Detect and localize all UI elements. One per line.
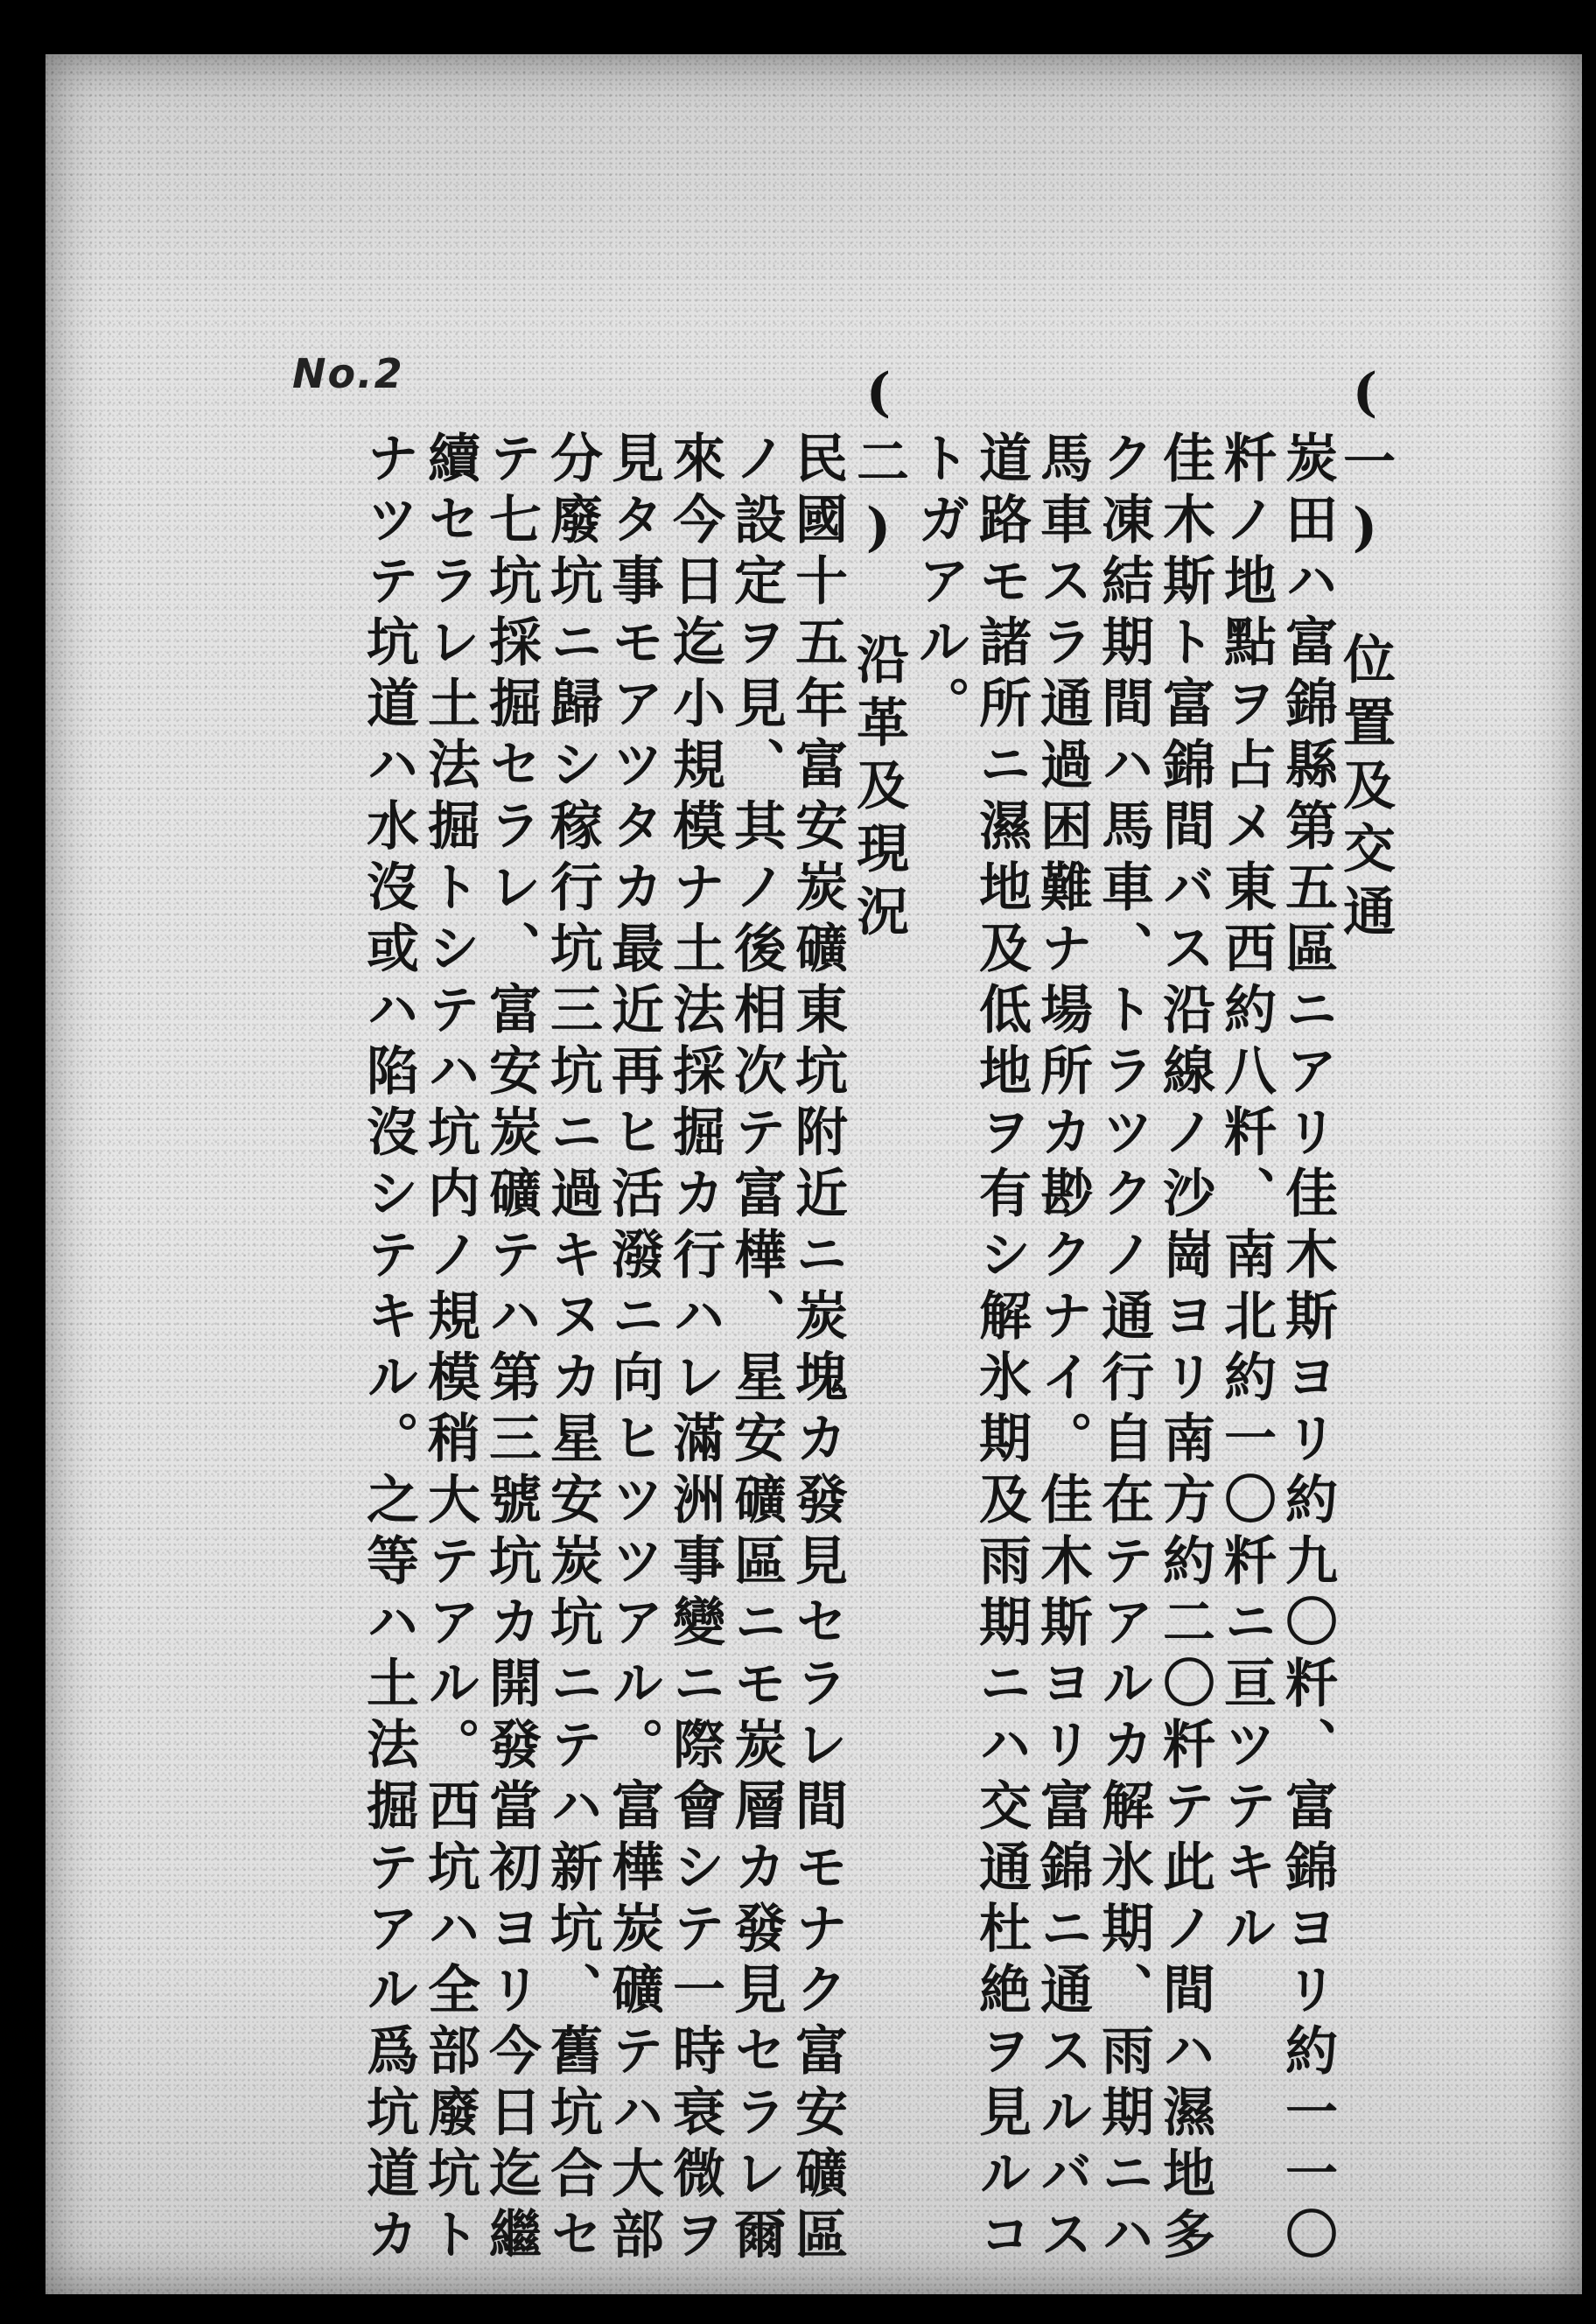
text-column: ノ設定ヲ見、其ノ後相次テ富樺、星安礦區ニモ炭層カ發見セラレ爾 (725, 430, 787, 2268)
text-column: 見タ事モアツタカ最近再ヒ活潑ニ向ヒツツアル。富樺炭礦テハ大部 (603, 430, 664, 2268)
text-column: テ七坑採掘セラレ、富安炭礦テハ第三號坑カ開發當初ヨリ今日迄繼 (480, 430, 542, 2268)
text-column: ナツテ坑道ハ水沒或ハ陷沒シテキル。之等ハ土法掘テアル爲坑道カ (358, 430, 419, 2268)
text-column: 佳木斯ト富錦間バス沿線ノ沙崗ヨリ南方約二〇粁テ此ノ間ハ濕地多 (1154, 430, 1215, 2268)
text-column: トガアル。 (909, 430, 970, 737)
text-column: 馬車スラ通過困難ナ場所カ尠クナイ。佳木斯ヨリ富錦ニ通スルバス (1032, 430, 1093, 2268)
section-heading-history: (二) 沿革及現況 (848, 362, 909, 947)
paper-sheet (46, 54, 1582, 2294)
text-column: 民國十五年富安炭礦東坑附近ニ炭塊カ發見セラレ間モナク富安礦區 (787, 430, 848, 2268)
section-heading-location: (一) 位置及交通 (1334, 362, 1396, 947)
text-column: 分廢坑ニ歸シ稼行坑三坑ニ過キヌカ星安炭坑ニテハ新坑、舊坑合セ (542, 430, 603, 2268)
page-number: No.2 (292, 350, 404, 397)
text-column: 來今日迄小規模ナ土法採掘カ行ハレ滿洲事變ニ際會シテ一時衰微ヲ (664, 430, 725, 2268)
text-column: 炭田ハ富錦縣第五區ニアリ佳木斯ヨリ約九〇粁、富錦ヨリ約一一〇 (1277, 430, 1338, 2268)
text-column: 粁ノ地點ヲ占メ東西約八粁、南北約一〇粁ニ亘ツテキル (1215, 430, 1277, 1962)
text-column: 續セラレ土法掘トシテハ坑内ノ規模稍大テアル。西坑ハ全部廢坑ト (419, 430, 480, 2268)
text-column: 道路モ諸所ニ濕地及低地ヲ有シ解氷期及雨期ニハ交通杜絶ヲ見ルコ (970, 430, 1032, 2268)
text-column: ク凍結期間ハ馬車、トラツクノ通行自在テアルカ解氷期、雨期ニハ (1093, 430, 1154, 2268)
